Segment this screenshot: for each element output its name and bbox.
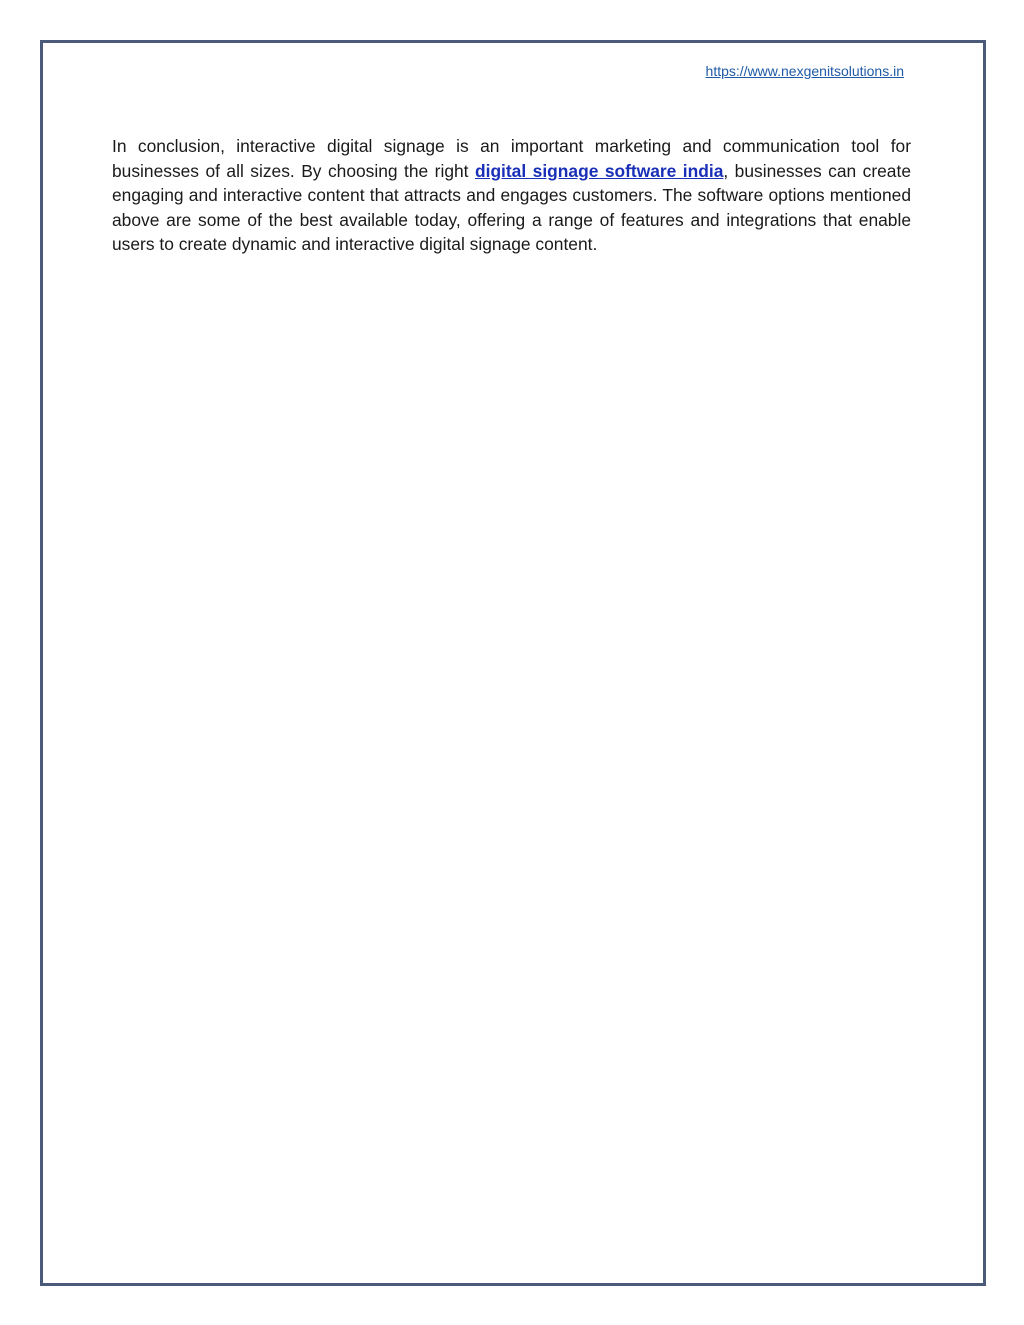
conclusion-paragraph (112, 134, 911, 257)
digital-signage-software-link[interactable]: digital signage software india (474, 160, 724, 181)
paragraph-text-after-link: , businesses can create engaging and interactive content that attracts and engages customers. The software options mentioned above are some of the best available today, offering a range of features and integrations that enable users to create dynamic and interactive digital signage content. (112, 160, 911, 255)
header-url-link[interactable]: https://www.nexgenitsolutions.in (705, 63, 904, 79)
paragraph-text-before-link: In conclusion, interactive digital signage is an important marketing and communication tool for businesses of all sizes. By choosing the right (112, 136, 911, 181)
